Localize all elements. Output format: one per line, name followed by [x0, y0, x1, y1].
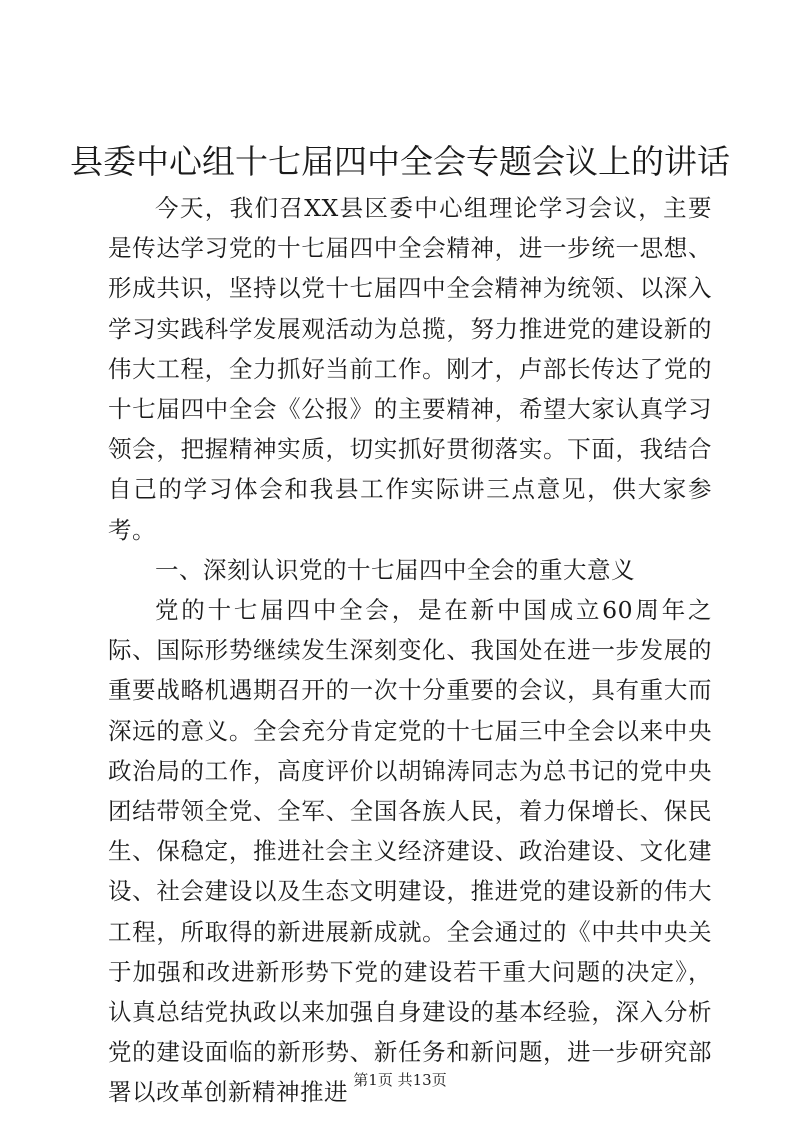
- section-heading-1: 一、深刻认识党的十七届四中全会的重大意义: [155, 555, 635, 584]
- document-title: 县委中心组十七届四中全会专题会议上的讲话: [70, 142, 730, 181]
- paragraph-section-1: 党的十七届四中全会，是在新中国成立60周年之际、国际形势继续发生深刻变化、我国处在进一步发展的重要战略机遇期召开的一次十分重要的会议，具有重大而深远的意义。全会充分肯定党的十七届三中全会以来中央政治局的工作，高度评价以胡锦涛同志为总书记的党中央团结带领全党、全军、全国各族人民，着力保增长、保民生、保稳定，推进社会主义经济建设、政治建设、文化建设、社会建设以及生态文明建设，推进党的建设新的伟大工程，所取得的新进展新成就。全会通过的《中共中央关于加强和改进新形势下党的建设若干重大问题的决定》，认真总结党执政以来加强自身建设的基本经验，深入分析党的建设面临的新形势、新任务和新问题，进一步研究部署以改革创新精神推进: [108, 596, 712, 1107]
- paragraph-intro: 今天，我们召XX县区委中心组理论学习会议，主要是传达学习党的十七届四中全会精神，进一步统一思想、形成共识，坚持以党十七届四中全会精神为统领、以深入学习实践科学发展观活动为总揽，努力推进党的建设新的伟大工程，全力抓好当前工作。刚才，卢部长传达了党的十七届四中全会《公报》的主要精神，希望大家认真学习领会，把握精神实质，切实抓好贯彻落实。下面，我结合自己的学习体会和我县工作实际讲三点意见，供大家参考。: [108, 194, 712, 544]
- page-number: 第1页 共13页: [353, 1071, 447, 1089]
- document-body: [108, 188, 712, 1113]
